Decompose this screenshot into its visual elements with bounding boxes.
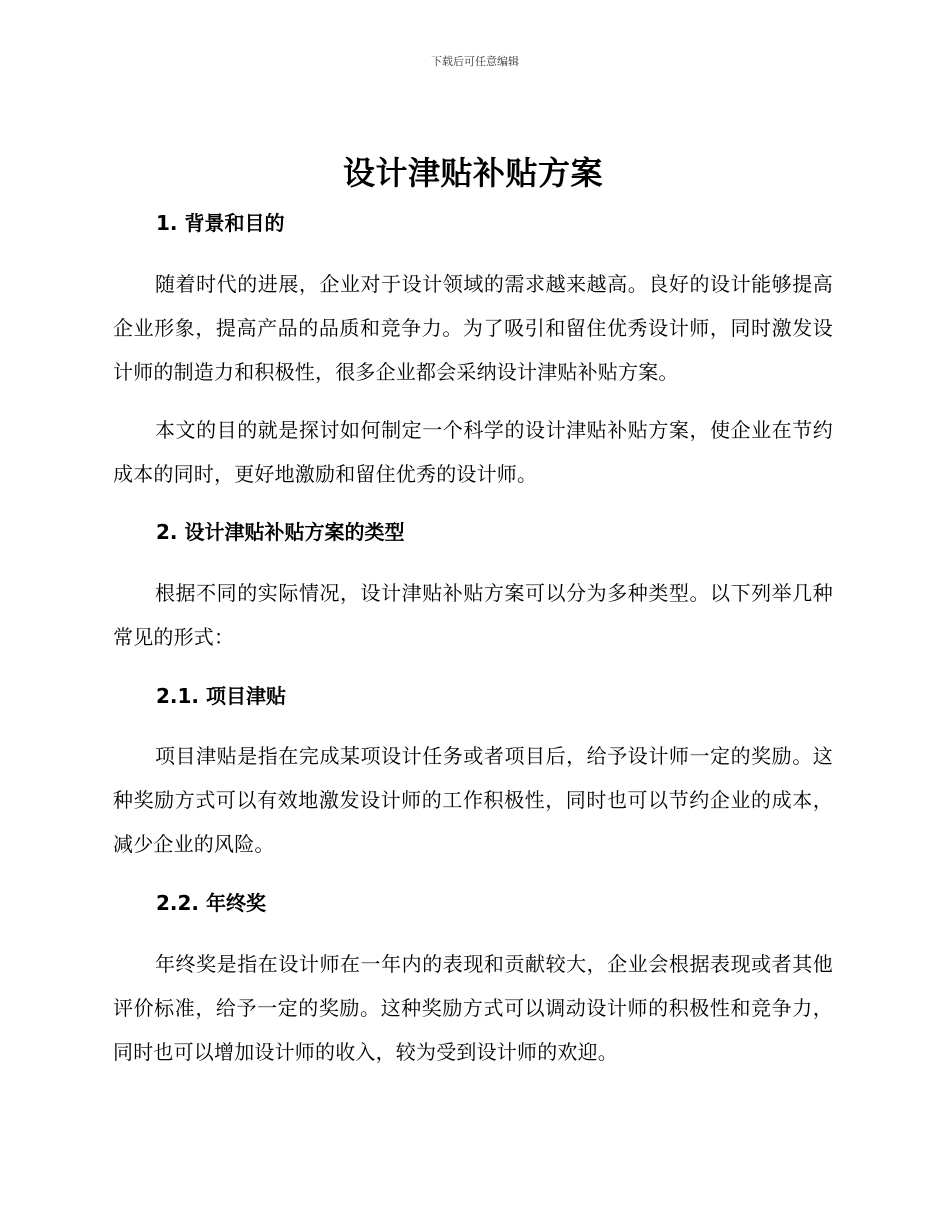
paragraph-year-end-bonus-1: 年终奖是指在设计师在一年内的表现和贡献较大，企业会根据表现或者其他评价标准，给予一定的奖励。这种奖励方式可以调动设计师的积极性和竞争力，同时也可以增加设计师的收入，较为受到设计师的欢迎。 (113, 952, 833, 1064)
document-body (113, 150, 833, 1074)
section-heading-types: 2. 设计津贴补贴方案的类型 (156, 520, 405, 544)
section-heading-project-allowance: 2.1. 项目津贴 (156, 684, 286, 708)
page-header-note: 下载后可任意编辑 (431, 55, 519, 68)
paragraph-background-1: 随着时代的进展，企业对于设计领域的需求越来越高。良好的设计能够提高企业形象，提高产品的品质和竞争力。为了吸引和留住优秀设计师，同时激发设计师的制造力和积极性，很多企业都会采纳设计津贴补贴方案。 (113, 272, 833, 384)
section-heading-year-end-bonus: 2.2. 年终奖 (156, 891, 266, 915)
paragraph-types-1: 根据不同的实际情况，设计津贴补贴方案可以分为多种类型。以下列举几种常见的形式： (113, 581, 833, 649)
paragraph-project-allowance-1: 项目津贴是指在完成某项设计任务或者项目后，给予设计师一定的奖励。这种奖励方式可以有效地激发设计师的工作积极性，同时也可以节约企业的成本，减少企业的风险。 (113, 744, 833, 856)
section-heading-background: 1. 背景和目的 (156, 211, 285, 235)
paragraph-background-2: 本文的目的就是探讨如何制定一个科学的设计津贴补贴方案，使企业在节约成本的同时，更好地激励和留住优秀的设计师。 (113, 418, 833, 486)
document-title: 设计津贴补贴方案 (342, 154, 603, 192)
